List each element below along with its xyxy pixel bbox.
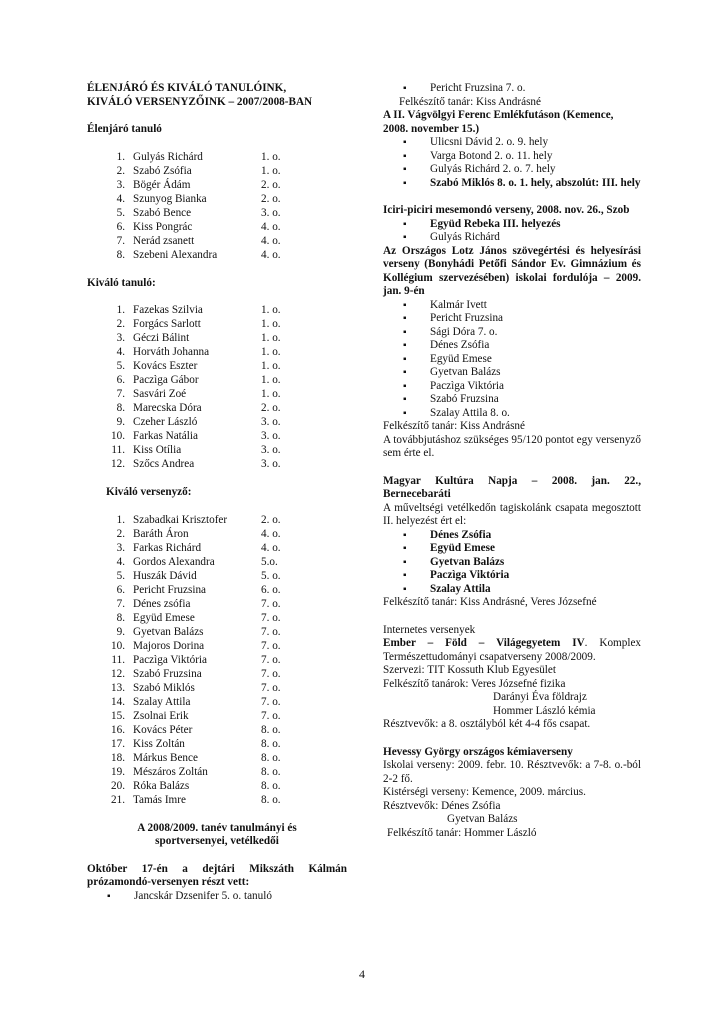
list-item: ▪ Szalay Attila <box>403 583 641 597</box>
list-item: ▪ Kalmár Ivett <box>403 299 641 313</box>
table-row <box>101 780 301 794</box>
lotz-teacher: Felkészítő tanár: Kiss Andrásné <box>383 420 525 432</box>
student-class: 4. o. <box>261 220 281 233</box>
kultura-description: A műveltségi vetélkedőn tagiskolánk csapata megosztott II. helyezést ért el: <box>383 501 641 527</box>
ember-teacher-3: Hommer László kémia <box>493 704 596 717</box>
kultura-list <box>383 529 641 597</box>
list-item: ▪ Ulicsni Dávid 2. o. 9. hely <box>403 136 641 150</box>
table-row <box>101 458 301 472</box>
row-number: 6. <box>116 583 125 596</box>
student-class: 8. o. <box>261 779 281 792</box>
right-column <box>383 82 641 840</box>
section-title-line2: sportversenyei, vetélkedői <box>155 835 279 847</box>
table-row <box>101 402 301 416</box>
student-name: Együd Emese <box>133 611 195 624</box>
student-name: Kovács Eszter <box>133 360 198 372</box>
row-number: 8. <box>116 611 125 624</box>
student-name: Huszák Dávid <box>133 569 197 582</box>
row-number: 14. <box>111 695 125 708</box>
row-number: 2. <box>116 164 125 177</box>
list-item: ▪ Gulyás Richárd <box>403 231 641 245</box>
student-name: Szabó Miklós <box>133 681 195 694</box>
table-row <box>101 346 301 360</box>
table-row <box>101 752 301 766</box>
student-class: 7. o. <box>261 667 281 680</box>
table-row <box>101 514 301 528</box>
student-name: Géczi Bálint <box>133 332 190 344</box>
student-name: Kovács Péter <box>133 723 193 736</box>
student-name: Zsolnai Erik <box>133 709 189 722</box>
student-name: Tamás Imre <box>133 793 186 806</box>
student-class: 1. o. <box>261 164 281 177</box>
row-number: 4. <box>116 555 125 568</box>
student-name: Szalay Attila <box>133 695 191 708</box>
ember-teacher-2: Darányi Éva földrajz <box>493 691 587 703</box>
table-row <box>101 710 301 724</box>
row-number: 1. <box>116 150 125 163</box>
kivalo-list <box>101 304 301 472</box>
row-number: 4. <box>116 192 125 205</box>
student-class: 7. o. <box>261 611 281 624</box>
student-class: 1. o. <box>261 346 281 358</box>
student-name: Pericht Fruzsina <box>133 583 207 596</box>
table-row <box>101 738 301 752</box>
table-row <box>101 193 301 207</box>
row-number: 19. <box>111 765 125 778</box>
row-number: 17. <box>111 737 125 750</box>
list-item: ▪ Jancskár Dzsenifer 5. o. tanuló <box>107 890 347 904</box>
row-number: 3. <box>116 332 125 344</box>
table-row <box>101 444 301 458</box>
row-number: 6. <box>116 220 125 233</box>
table-row <box>101 416 301 430</box>
student-name: Marecska Dóra <box>133 402 202 414</box>
table-row <box>101 249 301 263</box>
row-number: 9. <box>116 416 125 428</box>
ember-paragraph <box>383 637 641 664</box>
list-item: ▪ Gyetvan Balázs <box>403 366 641 380</box>
row-number: 5. <box>116 206 125 219</box>
student-class: 8. o. <box>261 765 281 778</box>
row-number: 20. <box>111 779 125 792</box>
student-name: Szabó Zsófia <box>133 164 192 177</box>
table-row <box>101 221 301 235</box>
student-name: Gordos Alexandra <box>133 555 215 568</box>
table-row <box>101 542 301 556</box>
list-item: ▪ Sági Dóra 7. o. <box>403 326 641 340</box>
student-class: 8. o. <box>261 751 281 764</box>
kultura-title: Magyar Kultúra Napja – 2008. jan. 22., Bernecebaráti <box>383 474 641 500</box>
student-class: 1. o. <box>261 150 281 163</box>
list-item: ▪ Gulyás Richárd 2. o. 7. hely <box>403 163 641 177</box>
table-row <box>101 682 301 696</box>
table-row <box>101 724 301 738</box>
student-name: Paczìga Gábor <box>133 374 199 386</box>
row-number: 12. <box>111 667 125 680</box>
list-item: ▪ Szabó Miklós 8. o. 1. hely, abszolút: III. hely <box>403 177 641 191</box>
main-heading-line1: ÉLENJÁRÓ ÉS KIVÁLÓ TANULÓINK, <box>87 82 287 94</box>
row-number: 13. <box>111 681 125 694</box>
table-row <box>101 235 301 249</box>
oktober-heading: Október 17-én a dejtári Mikszáth Kálmán prózamondó-versenyen részt vett: <box>87 862 347 888</box>
student-name: Paczìga Viktória <box>133 653 207 666</box>
list-item: ▪ Dénes Zsófia <box>403 339 641 353</box>
student-name: Kiss Pongrác <box>133 220 193 233</box>
table-row <box>101 696 301 710</box>
list-item: ▪ Együd Emese <box>403 542 641 556</box>
student-class: 8. o. <box>261 737 281 750</box>
hevessy-participant-2: Gyetvan Balázs <box>447 813 518 825</box>
row-number: 16. <box>111 723 125 736</box>
lotz-note: A továbbjutáshoz szükséges 95/120 pontot egy versenyző sem érte el. <box>383 433 641 459</box>
row-number: 9. <box>116 625 125 638</box>
student-name: Czeher László <box>133 416 198 428</box>
row-number: 7. <box>116 388 125 400</box>
table-row <box>101 179 301 193</box>
row-number: 2. <box>116 527 125 540</box>
ember-title: Ember – Föld – Világegyetem IV <box>383 637 585 649</box>
table-row <box>101 332 301 346</box>
ember-teachers: Felkészítő tanárok: Veres Józsefné fizika <box>383 677 566 690</box>
student-class: 4. o. <box>261 248 281 261</box>
iciri-title: Iciri-piciri mesemondó verseny, 2008. nov. 26., Szob <box>383 204 630 216</box>
student-class: 4. o. <box>261 541 281 554</box>
student-class: 5.o. <box>261 555 278 568</box>
student-class: 1. o. <box>261 360 281 372</box>
elenjaro-title: Élenjáró tanuló <box>87 123 162 135</box>
table-row <box>101 570 301 584</box>
table-row <box>101 668 301 682</box>
student-name: Róka Balázs <box>133 779 190 792</box>
list-item: ▪ Varga Botond 2. o. 11. hely <box>403 150 641 164</box>
list-item: ▪ Gyetvan Balázs <box>403 556 641 570</box>
ember-participants: Résztvevők: a 8. osztályból két 4-4 fős csapat. <box>383 718 591 730</box>
student-name: Forgács Sarlott <box>133 318 201 330</box>
student-name: Farkas Natália <box>133 430 198 442</box>
versenyzo-list <box>101 514 301 808</box>
student-name: Bögér Ádám <box>133 178 191 191</box>
row-number: 5. <box>116 360 125 372</box>
student-class: 8. o. <box>261 793 281 806</box>
table-row <box>101 612 301 626</box>
vagvolgyi-title: A II. Vágvölgyi Ferenc Emlékfutáson (Kemence, 2008. november 15.) <box>383 109 614 135</box>
row-number: 1. <box>116 304 125 316</box>
table-row <box>101 151 301 165</box>
row-number: 1. <box>116 513 125 526</box>
table-row <box>101 374 301 388</box>
student-class: 1. o. <box>261 304 281 316</box>
row-number: 5. <box>116 569 125 582</box>
hevessy-region: Kistérségi verseny: Kemence, 2009. március. <box>383 786 586 798</box>
list-item: ▪ Pericht Fruzsina 7. o. <box>403 82 641 96</box>
page-number: 4 <box>359 967 365 981</box>
student-class: 7. o. <box>261 695 281 708</box>
iciri-list <box>383 218 641 245</box>
hevessy-school: Iskolai verseny: 2009. febr. 10. Résztvevők: a 7-8. o.-ból 2-2 fő. <box>383 759 641 785</box>
table-row <box>101 556 301 570</box>
student-class: 7. o. <box>261 653 281 666</box>
ember-description: . Komplex Természettudományi csapatverseny 2008/2009. <box>383 637 641 663</box>
student-class: 2. o. <box>261 402 281 414</box>
row-number: 3. <box>116 541 125 554</box>
student-name: Sasvári Zoé <box>133 388 187 400</box>
student-class: 3. o. <box>261 444 281 456</box>
student-class: 3. o. <box>261 458 281 470</box>
student-name: Nerád zsanett <box>133 234 195 247</box>
row-number: 12. <box>111 458 125 470</box>
student-name: Szabó Fruzsina <box>133 667 202 680</box>
student-name: Dénes zsófia <box>133 597 191 610</box>
list-item: ▪ Szalay Attila 8. o. <box>403 407 641 421</box>
student-name: Gulyás Richárd <box>133 150 203 163</box>
table-row <box>101 794 301 808</box>
student-class: 1. o. <box>261 374 281 386</box>
row-number: 7. <box>116 597 125 610</box>
main-heading-line2: KIVÁLÓ VERSENYZŐINK – 2007/2008-BAN <box>87 95 313 108</box>
row-number: 2. <box>116 318 125 330</box>
row-number: 18. <box>111 751 125 764</box>
student-class: 2. o. <box>261 513 281 526</box>
student-name: Baráth Áron <box>133 527 189 540</box>
elenjaro-list <box>101 151 301 263</box>
row-number: 15. <box>111 709 125 722</box>
student-class: 4. o. <box>261 527 281 540</box>
section-title-line1: A 2008/2009. tanév tanulmányi és <box>137 821 297 834</box>
table-row <box>101 304 301 318</box>
student-class: 7. o. <box>261 709 281 722</box>
table-row <box>101 360 301 374</box>
student-name: Szőcs Andrea <box>133 458 195 470</box>
student-class: 2. o. <box>261 192 281 205</box>
student-name: Horváth Johanna <box>133 346 210 358</box>
student-name: Majoros Dorina <box>133 639 205 652</box>
student-name: Gyetvan Balázs <box>133 625 204 638</box>
student-class: 1. o. <box>261 332 281 344</box>
student-class: 3. o. <box>261 416 281 428</box>
student-name: Márkus Bence <box>133 751 198 764</box>
row-number: 7. <box>116 234 125 247</box>
student-class: 5. o. <box>261 569 281 582</box>
student-class: 3. o. <box>261 430 281 442</box>
list-item: ▪ Dénes Zsófia <box>403 529 641 543</box>
table-row <box>101 598 301 612</box>
student-class: 8. o. <box>261 723 281 736</box>
student-class: 7. o. <box>261 625 281 638</box>
table-row <box>101 207 301 221</box>
student-name: Mészáros Zoltán <box>133 765 208 778</box>
table-row <box>101 626 301 640</box>
lotz-title: Az Országos Lotz János szövegértési és helyesírási verseny (Bonyhádi Petőfi Sándor Ev. Gimnázium és Kollégium szervezésében) iskolai fordulója – 2009. jan. 9-én <box>383 244 641 297</box>
table-row <box>101 766 301 780</box>
student-name: Szebeni Alexandra <box>133 248 218 261</box>
student-class: 7. o. <box>261 639 281 652</box>
list-item: ▪ Paczìga Viktória <box>403 569 641 583</box>
row-number: 8. <box>116 248 125 261</box>
versenyzo-title: Kiváló versenyző: <box>106 486 192 498</box>
hevessy-participants: Résztvevők: Dénes Zsófia <box>383 799 501 812</box>
student-name: Kiss Otília <box>133 444 182 456</box>
table-row <box>101 640 301 654</box>
student-class: 7. o. <box>261 597 281 610</box>
table-row <box>101 388 301 402</box>
table-row <box>101 165 301 179</box>
kivalo-title: Kiváló tanuló: <box>87 276 156 289</box>
row-number: 11. <box>111 444 125 456</box>
row-number: 11. <box>111 653 125 666</box>
student-class: 7. o. <box>261 681 281 694</box>
table-row <box>101 430 301 444</box>
list-item: ▪ Pericht Fruzsina <box>403 312 641 326</box>
internet-label: Internetes versenyek <box>383 623 476 636</box>
list-item: ▪ Szabó Fruzsina <box>403 393 641 407</box>
table-row <box>101 528 301 542</box>
lotz-list <box>383 299 641 421</box>
list-item: ▪ Együd Emese <box>403 353 641 367</box>
hevessy-teacher: Felkészítő tanár: Hommer László <box>387 826 537 839</box>
hevessy-title: Hevessy György országos kémiaverseny <box>383 745 573 758</box>
oktober-list <box>87 890 347 904</box>
student-name: Szunyog Bianka <box>133 192 207 205</box>
row-number: 21. <box>111 793 125 806</box>
student-name: Kiss Zoltán <box>133 737 185 750</box>
table-row <box>101 584 301 598</box>
list-item: ▪ Együd Rebeka III. helyezés <box>403 218 641 232</box>
student-name: Szabadkai Krisztofer <box>133 513 228 526</box>
row-number: 4. <box>116 346 125 358</box>
top-teacher: Felkészítő tanár: Kiss Andrásné <box>399 95 541 108</box>
student-class: 1. o. <box>261 388 281 400</box>
row-number: 10. <box>111 639 125 652</box>
row-number: 3. <box>116 178 125 191</box>
table-row <box>101 654 301 668</box>
student-class: 2. o. <box>261 178 281 191</box>
left-column <box>87 82 347 903</box>
student-name: Farkas Richárd <box>133 541 202 554</box>
kultura-teacher: Felkészítő tanár: Kiss Andrásné, Veres Józsefné <box>383 596 597 608</box>
student-class: 6. o. <box>261 583 281 596</box>
list-item: ▪ Paczìga Viktória <box>403 380 641 394</box>
student-class: 1. o. <box>261 318 281 330</box>
vagvolgyi-list <box>383 136 641 190</box>
student-class: 4. o. <box>261 234 281 247</box>
table-row <box>101 318 301 332</box>
student-class: 3. o. <box>261 206 281 219</box>
student-name: Szabó Bence <box>133 206 192 219</box>
row-number: 6. <box>116 374 125 386</box>
top-list <box>383 82 641 96</box>
ember-organizer: Szervezi: TIT Kossuth Klub Egyesület <box>383 664 556 676</box>
row-number: 10. <box>111 430 125 442</box>
student-name: Fazekas Szilvia <box>133 304 203 316</box>
row-number: 8. <box>116 402 125 414</box>
